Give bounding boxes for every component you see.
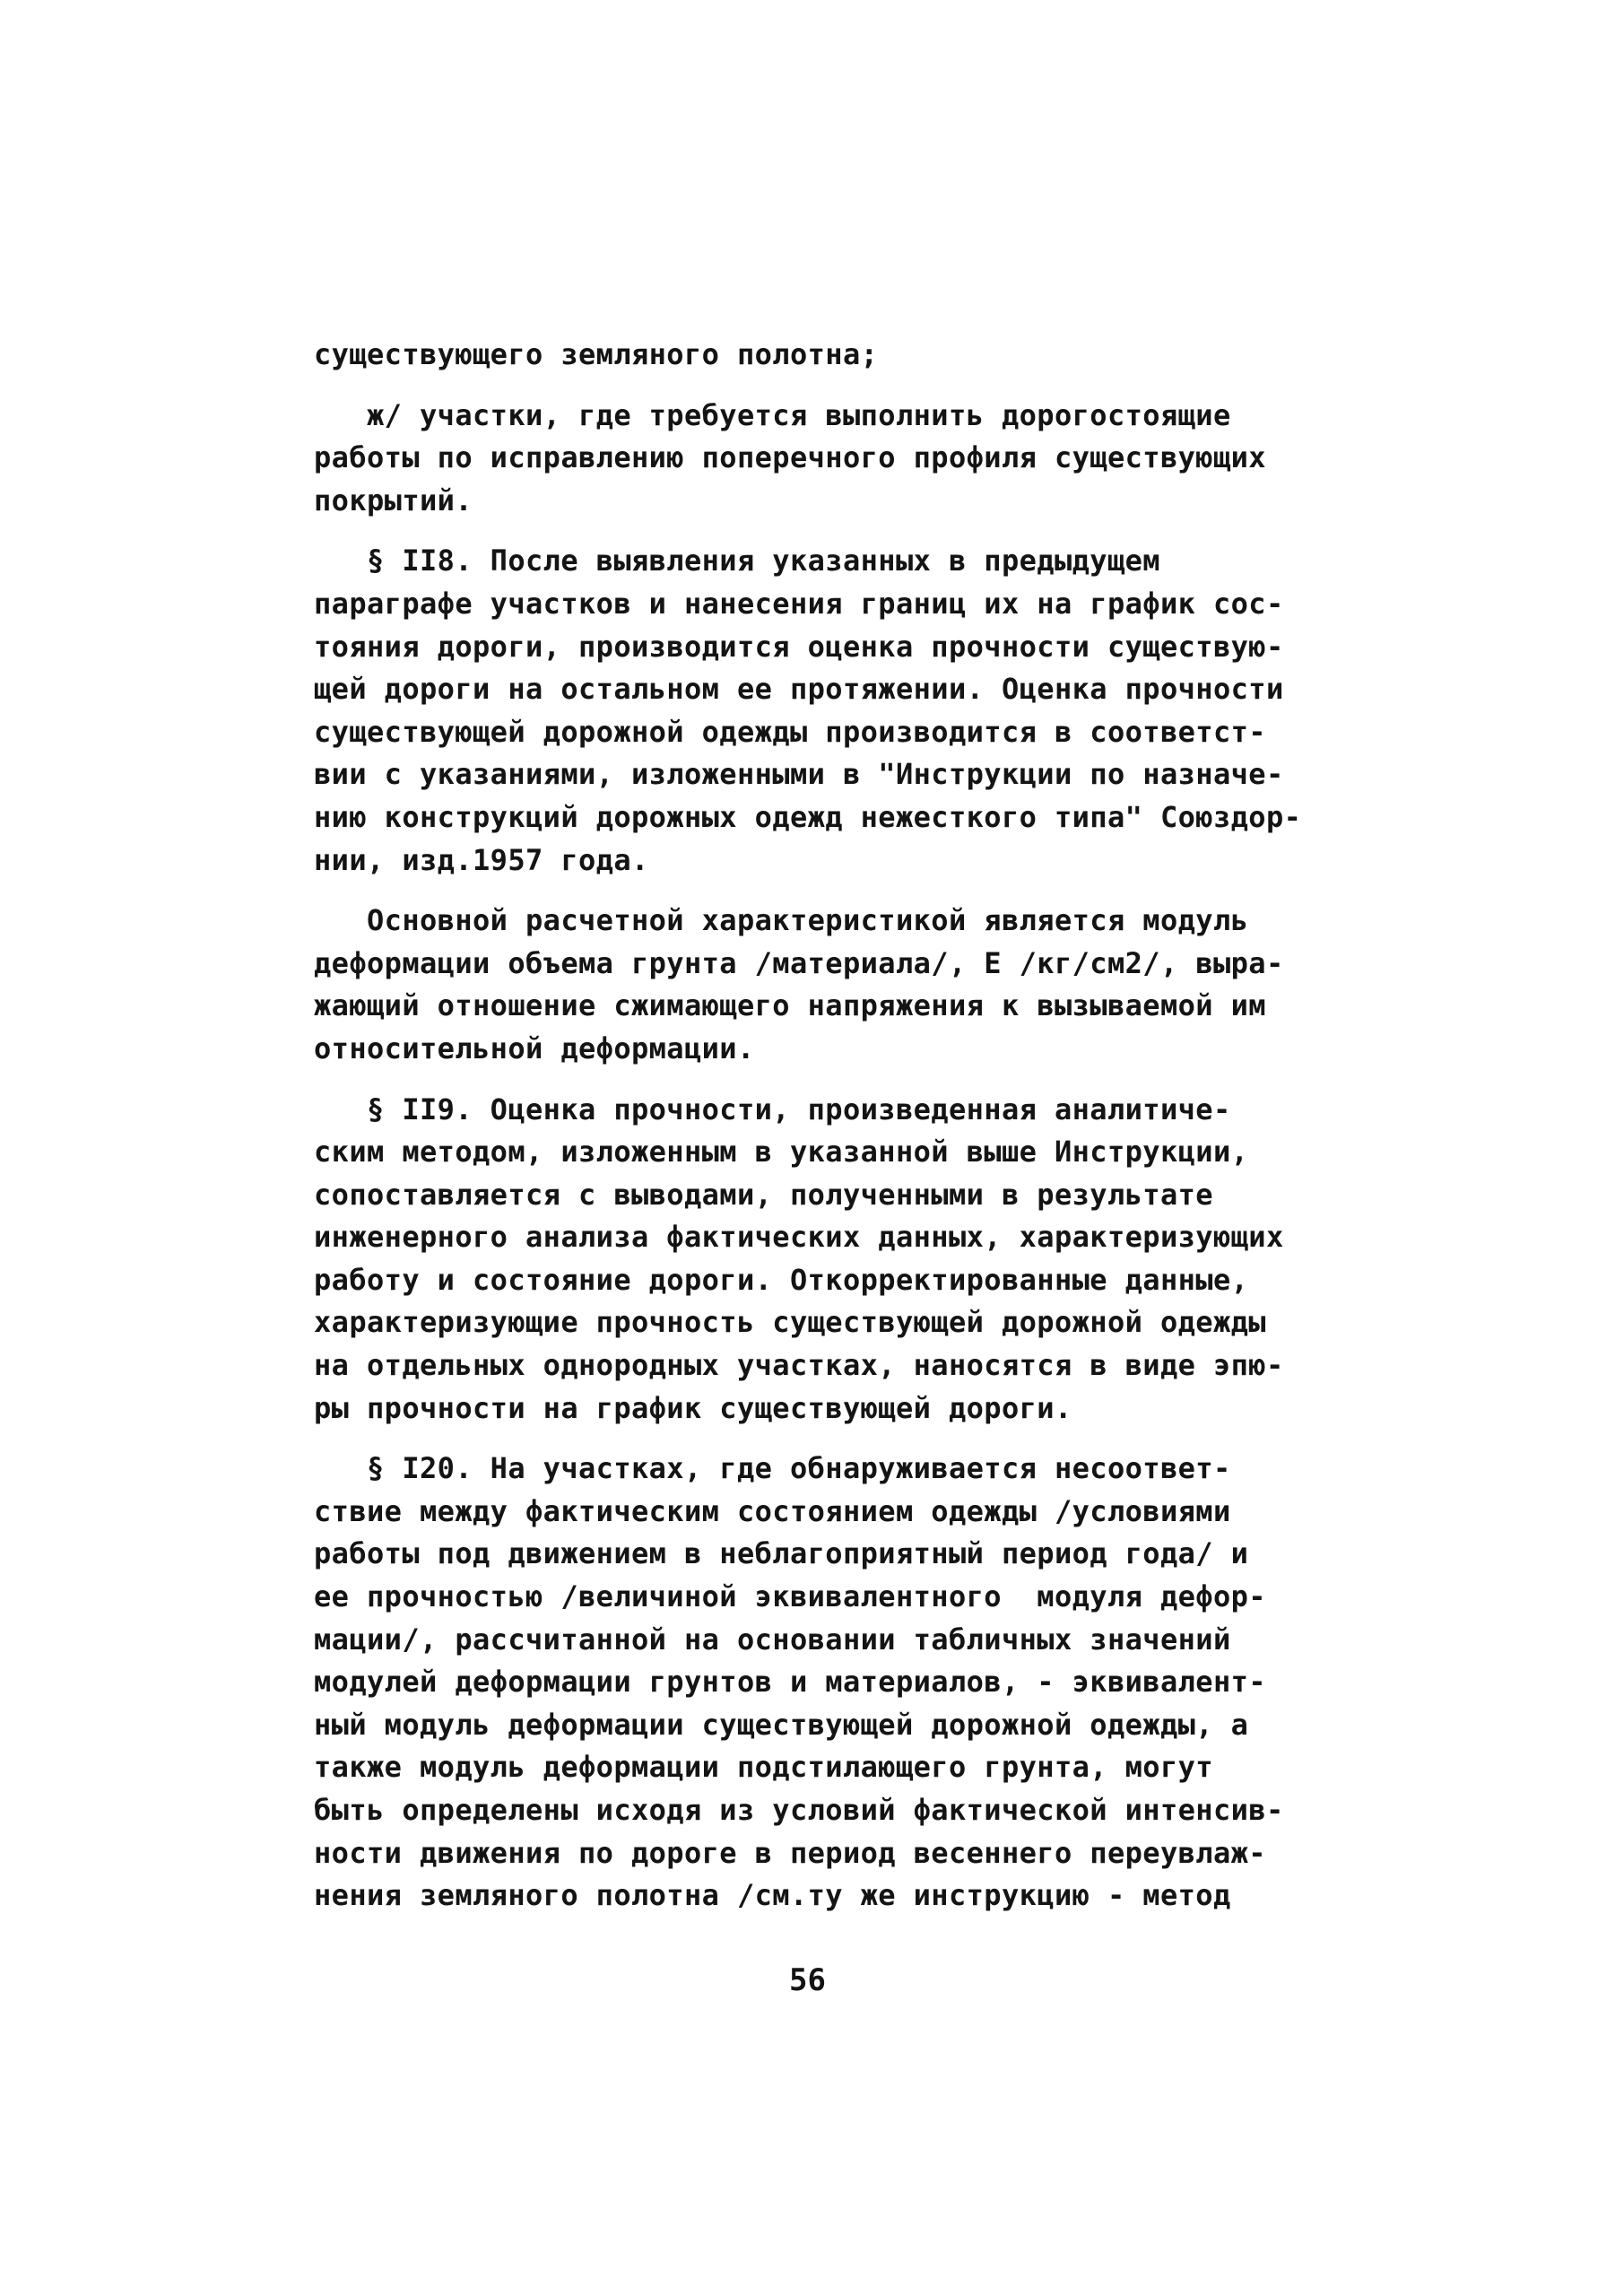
paragraph-deformation-modulus: [314, 900, 1327, 1070]
text-line: нения земляного полотна /см.ту же инструкцию - метод: [314, 1878, 1231, 1913]
text-line: также модуль деформации подстилающего грунта, могут: [314, 1750, 1213, 1785]
text-line: ный модуль деформации существующей дорожной одежды, а: [314, 1707, 1249, 1742]
text-line: тояния дороги, производится оценка прочности существую-: [314, 629, 1284, 664]
text-line: характеризующие прочность существующей дорожной одежды: [314, 1305, 1266, 1340]
text-line: § II8. После выявления указанных в предыдущем: [314, 544, 1160, 578]
text-line: нии, изд.1957 года.: [314, 842, 649, 877]
text-line: существующей дорожной одежды производится в соответст-: [314, 714, 1266, 749]
text-line: Основной расчетной характеристикой является модуль: [314, 903, 1249, 938]
text-line: щей дороги на остальном ее протяжении. Оценка прочности: [314, 672, 1284, 707]
text-line: быть определены исходя из условий фактической интенсив-: [314, 1793, 1284, 1827]
text-line: работы по исправлению поперечного профиля существующих: [314, 440, 1266, 475]
text-line: ж/ участки, где требуется выполнить дорогостоящие: [314, 397, 1231, 432]
text-line: на отдельных однородных участках, наносятся в виде эпю-: [314, 1348, 1284, 1383]
text-line: мации/, рассчитанной на основании табличных значений: [314, 1622, 1231, 1657]
text-line: работы под движением в неблагоприятный период года/ и: [314, 1536, 1249, 1571]
text-line: жающий отношение сжимающего напряжения к вызываемой им: [314, 988, 1266, 1023]
text-line: работу и состояние дороги. Откорректированные данные,: [314, 1262, 1249, 1297]
text-line: § II9. Оценка прочности, произведенная аналитиче-: [314, 1091, 1231, 1126]
paragraph-section-118: [314, 540, 1327, 882]
text-line: вии с указаниями, изложенными в "Инструкции по назначе-: [314, 757, 1284, 792]
text-line: ности движения по дороге в период весеннего переувлаж-: [314, 1835, 1266, 1870]
text-line: § I20. На участках, где обнаруживается несоответ-: [314, 1451, 1231, 1486]
body-text: [314, 334, 1327, 1918]
text-line: ским методом, изложенным в указанной выше Инструкции,: [314, 1135, 1249, 1170]
text-line: деформации объема грунта /материала/, Е /кг/см2/, выра-: [314, 945, 1284, 980]
text-line: ее прочностью /величиной эквивалентного модуля дефор-: [314, 1579, 1266, 1614]
page-number: 56: [789, 1962, 826, 1998]
text-line: покрытий.: [314, 483, 473, 517]
text-line: сопоставляется с выводами, полученными в результате: [314, 1177, 1213, 1212]
paragraph-item-zh: [314, 395, 1327, 523]
text-line: инженерного анализа фактических данных, характеризующих: [314, 1220, 1284, 1255]
text-line: ствие между фактическим состоянием одежды /условиями: [314, 1493, 1231, 1528]
paragraph-section-119: [314, 1089, 1327, 1431]
text-line: параграфе участков и нанесения границ их на график сос-: [314, 586, 1284, 621]
text-line: относительной деформации.: [314, 1031, 755, 1065]
paragraph-continuation: [314, 334, 1327, 377]
text-line: нию конструкций дорожных одежд нежесткого типа" Союздор-: [314, 799, 1302, 834]
text-line: модулей деформации грунтов и материалов, - эквивалент-: [314, 1665, 1266, 1700]
paragraph-section-120: [314, 1448, 1327, 1918]
text-line: существующего земляного полотна;: [314, 337, 879, 371]
text-line: ры прочности на график существующей дороги.: [314, 1390, 1072, 1425]
